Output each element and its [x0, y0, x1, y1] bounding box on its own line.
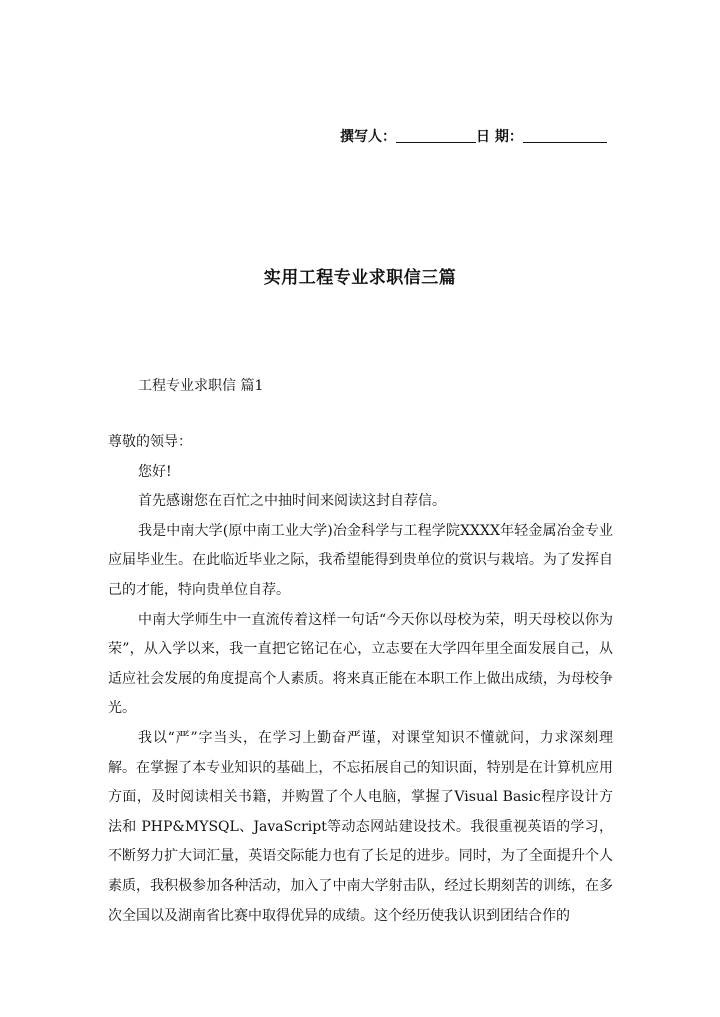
author-blank-line [396, 128, 476, 143]
paragraph: 首先感谢您在百忙之中抽时间来阅读这封自荐信。 [138, 493, 446, 510]
paragraph: 您好! [138, 463, 172, 480]
paragraph: 我是中南大学(原中南工业大学)冶金科学与工程学院XXXX年轻金属冶金专业应届毕业生。在此临近毕业之际，我希望能得到贵单位的赏识与栽培。为了发挥自己的才能，特向贵单位自荐。 [108, 522, 613, 598]
paragraph: 我以“严”字当头，在学习上勤奋严谨，对课堂知识不懂就问，力求深刻理解。在掌握了本专业知识的基础上，不忘拓展自己的知识面，特别是在计算机应用方面，及时阅读相关书籍，并购置了个人电脑，掌握了Visual Basic程序设计方法和 PHP&MYSQL、JavaScript等动态网站建设技术。我很重视英语的学习，不断努力扩大词汇量，英语交际能力也有了长足的进步。同时，为了全面提升个人素质，我积极参加各种活动，加入了中南大学射击队，经过长期刻苦的训练，在多次全国以及湖南省比赛中取得优异的成绩。这个经历使我认识到团结合作的 [108, 729, 613, 924]
letter-body [108, 428, 613, 931]
document-title: 实用工程专业求职信三篇 [263, 268, 457, 288]
section-heading: 工程专业求职信 篇1 [138, 378, 264, 394]
document-meta-line [340, 126, 615, 146]
paragraph: 中南大学师生中一直流传着这样一句话“今天你以母校为荣，明天母校以你为荣”，从入学以来，我一直把它铭记在心，立志要在大学四年里全面发展自己，从适应社会发展的角度提高个人素质。将来真正能在本职工作上做出成绩，为母校争光。 [108, 611, 613, 717]
date-blank-line [523, 128, 607, 143]
salutation: 尊敬的领导： [108, 434, 192, 450]
author-label: 撰写人： [340, 129, 396, 145]
date-label: 日 期： [476, 129, 523, 145]
